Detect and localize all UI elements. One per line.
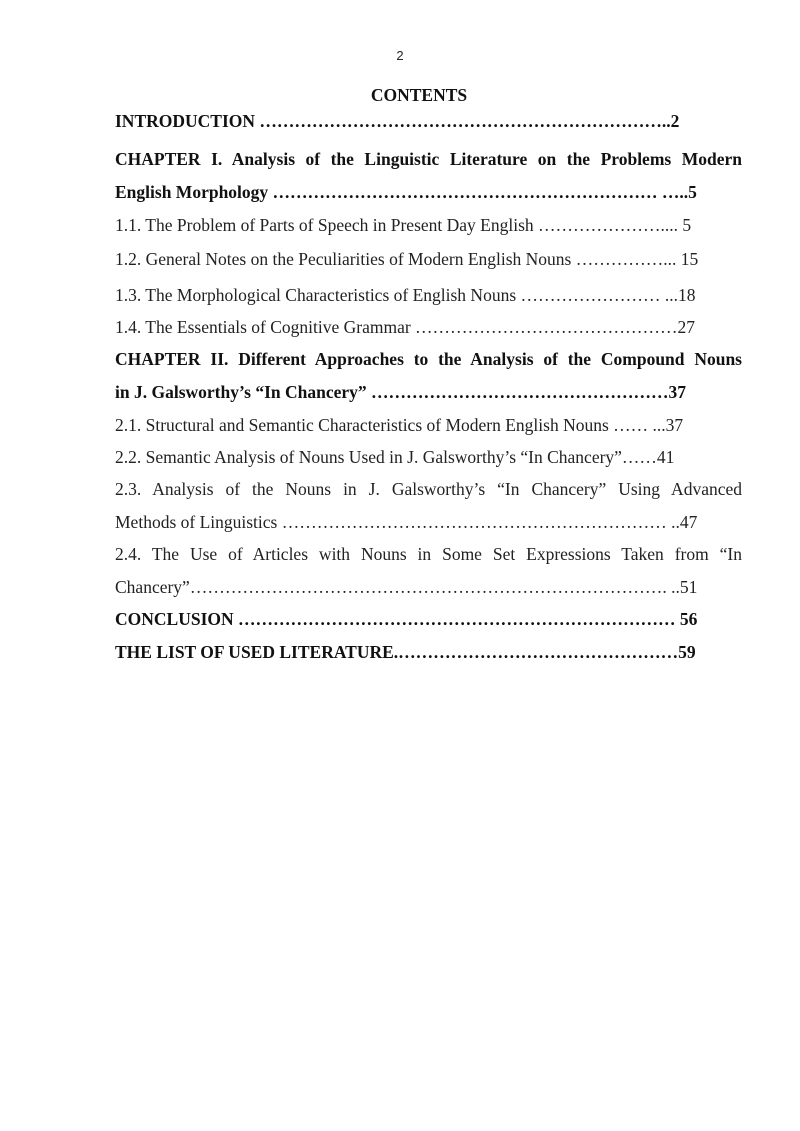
toc-entry-2-3-line-2: Methods of Linguistics ………………………………………………………… ..47 <box>115 512 698 532</box>
toc-entry-2-4-line-2: Chancery”………………………………………………………………………. ..51 <box>115 577 698 597</box>
toc-entry-2-4-line-1: 2.4. The Use of Articles with Nouns in Some Set Expressions Taken from “In <box>115 544 742 564</box>
page-number: 2 <box>396 48 404 63</box>
toc-entry-conclusion: CONCLUSION ………………………………………………………………… 56 <box>115 609 698 629</box>
toc-entry-2-2: 2.2. Semantic Analysis of Nouns Used in J. Galsworthy’s “In Chancery”……41 <box>115 447 675 467</box>
contents-title: CONTENTS <box>370 85 468 105</box>
toc-entry-introduction: INTRODUCTION ……………………………………………………………..2 <box>115 111 680 131</box>
toc-entry-literature: THE LIST OF USED LITERATURE.…………………………………………59 <box>115 642 696 662</box>
toc-entry-chapter-2-line-2: in J. Galsworthy’s “In Chancery” ……………………………………………37 <box>115 382 687 402</box>
toc-entry-2-3-line-1: 2.3. Analysis of the Nouns in J. Galsworthy’s “In Chancery” Using Advanced <box>115 479 742 499</box>
toc-entry-1-2: 1.2. General Notes on the Peculiarities of Modern English Nouns ……………... 15 <box>115 249 699 269</box>
toc-entry-1-1: 1.1. The Problem of Parts of Speech in Present Day English ………………….... 5 <box>115 215 692 235</box>
toc-entry-chapter-1-line-2: English Morphology ………………………………………………………… …..5 <box>115 182 697 202</box>
toc-entry-1-3: 1.3. The Morphological Characteristics of English Nouns …………………… ...18 <box>115 285 696 305</box>
toc-entry-2-1: 2.1. Structural and Semantic Characteristics of Modern English Nouns …… ...37 <box>115 415 684 435</box>
toc-entry-1-4: 1.4. The Essentials of Cognitive Grammar ………………………………………27 <box>115 317 696 337</box>
toc-entry-chapter-2-line-1: CHAPTER II. Different Approaches to the Analysis of the Compound Nouns <box>115 349 742 369</box>
toc-entry-chapter-1-line-1: CHAPTER I. Analysis of the Linguistic Literature on the Problems Modern <box>115 149 742 169</box>
